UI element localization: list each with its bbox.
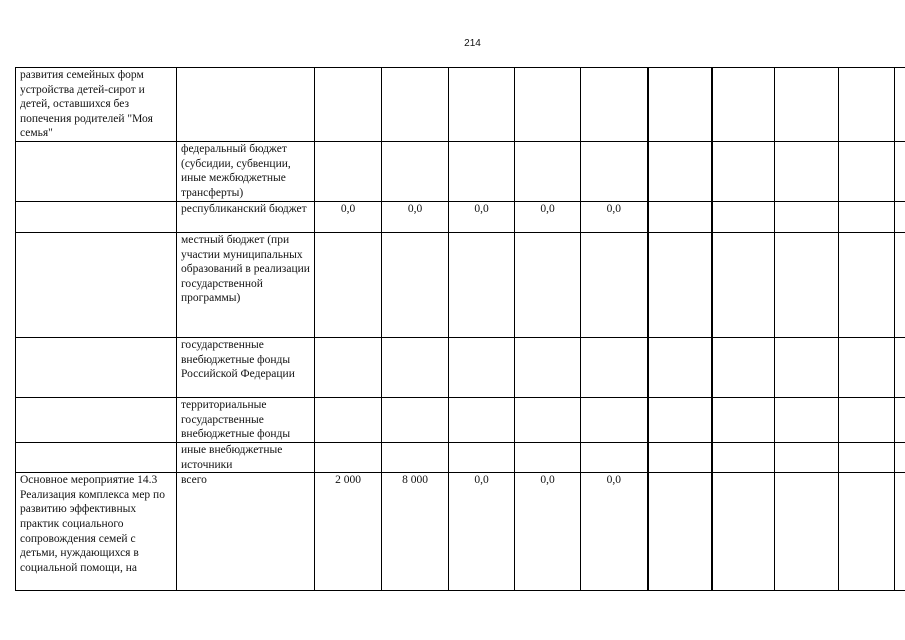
- value-cell: [581, 338, 648, 398]
- value-cell: [775, 473, 839, 591]
- value-cell: [581, 68, 648, 142]
- value-cell: [382, 68, 449, 142]
- value-cell: [839, 398, 895, 443]
- row-name-cell: развития семейных форм устройства детей-сирот и детей, оставшихся без попечения родителей "Моя семья": [16, 68, 177, 142]
- table-row: [16, 202, 905, 233]
- value-cell: [449, 398, 515, 443]
- value-cell: [839, 233, 895, 338]
- value-cell: [449, 142, 515, 202]
- value-cell: [895, 398, 905, 443]
- table-row: [16, 398, 905, 443]
- value-cell: [775, 142, 839, 202]
- funding-source-cell: федеральный бюджет (субсидии, субвенции, иные межбюджетные трансферты): [177, 142, 315, 202]
- value-cell: [839, 443, 895, 473]
- value-cell: [648, 473, 712, 591]
- value-cell: 0,0: [515, 202, 581, 233]
- value-cell: [515, 68, 581, 142]
- value-cell: [839, 142, 895, 202]
- value-cell: [449, 68, 515, 142]
- value-cell: 0,0: [515, 473, 581, 591]
- value-cell: [839, 202, 895, 233]
- value-cell: [315, 443, 382, 473]
- value-cell: 0,0: [581, 202, 648, 233]
- value-cell: [712, 443, 775, 473]
- value-cell: [648, 443, 712, 473]
- funding-source-cell: всего: [177, 473, 315, 591]
- value-cell: [712, 68, 775, 142]
- value-cell: 0,0: [315, 202, 382, 233]
- value-cell: [382, 338, 449, 398]
- value-cell: 0,0: [449, 473, 515, 591]
- funding-source-cell: местный бюджет (при участии муниципальных образований в реализации государственной программы): [177, 233, 315, 338]
- value-cell: [712, 398, 775, 443]
- value-cell: [775, 443, 839, 473]
- value-cell: [895, 142, 905, 202]
- value-cell: 0,0: [382, 202, 449, 233]
- table-row: [16, 142, 905, 202]
- row-name-cell: Основное мероприятие 14.3 Реализация комплекса мер по развитию эффективных практик социального сопровождения семей с детьми, нуждающихся в социальной помощи, на: [16, 473, 177, 591]
- value-cell: [449, 233, 515, 338]
- value-cell: [581, 142, 648, 202]
- value-cell: [895, 443, 905, 473]
- value-cell: [315, 338, 382, 398]
- value-cell: [581, 233, 648, 338]
- value-cell: [581, 398, 648, 443]
- value-cell: [315, 398, 382, 443]
- table-row: [16, 443, 905, 473]
- value-cell: [712, 202, 775, 233]
- table-row: [16, 233, 905, 338]
- page-number: 214: [464, 38, 481, 49]
- row-name-cell: [16, 233, 177, 338]
- row-name-cell: [16, 398, 177, 443]
- value-cell: 0,0: [581, 473, 648, 591]
- value-cell: [895, 68, 905, 142]
- value-cell: [648, 202, 712, 233]
- value-cell: [515, 233, 581, 338]
- table-row: [16, 68, 905, 142]
- value-cell: [712, 338, 775, 398]
- value-cell: [315, 68, 382, 142]
- funding-source-cell: иные внебюджетные источники: [177, 443, 315, 473]
- value-cell: [895, 202, 905, 233]
- value-cell: [775, 233, 839, 338]
- value-cell: [648, 338, 712, 398]
- value-cell: 2 000: [315, 473, 382, 591]
- value-cell: [839, 68, 895, 142]
- value-cell: [775, 202, 839, 233]
- funding-source-cell: государственные внебюджетные фонды Российской Федерации: [177, 338, 315, 398]
- value-cell: [648, 398, 712, 443]
- value-cell: [315, 142, 382, 202]
- value-cell: [382, 443, 449, 473]
- row-name-cell: [16, 443, 177, 473]
- funding-source-cell: республиканский бюджет: [177, 202, 315, 233]
- row-name-cell: [16, 202, 177, 233]
- value-cell: [648, 233, 712, 338]
- funding-source-cell: [177, 68, 315, 142]
- value-cell: [775, 398, 839, 443]
- value-cell: [648, 68, 712, 142]
- table-row: [16, 473, 905, 591]
- value-cell: [895, 338, 905, 398]
- value-cell: [449, 443, 515, 473]
- value-cell: [712, 233, 775, 338]
- value-cell: [839, 473, 895, 591]
- value-cell: [895, 233, 905, 338]
- value-cell: [712, 142, 775, 202]
- row-name-cell: [16, 142, 177, 202]
- table-row: [16, 338, 905, 398]
- budget-table: [15, 67, 905, 591]
- value-cell: [515, 338, 581, 398]
- value-cell: 0,0: [449, 202, 515, 233]
- value-cell: [515, 398, 581, 443]
- value-cell: [515, 443, 581, 473]
- value-cell: [382, 398, 449, 443]
- row-name-cell: [16, 338, 177, 398]
- value-cell: [775, 338, 839, 398]
- value-cell: [449, 338, 515, 398]
- value-cell: [382, 233, 449, 338]
- value-cell: 8 000: [382, 473, 449, 591]
- value-cell: [775, 68, 839, 142]
- value-cell: [648, 142, 712, 202]
- value-cell: [315, 233, 382, 338]
- value-cell: [712, 473, 775, 591]
- value-cell: [515, 142, 581, 202]
- value-cell: [895, 473, 905, 591]
- value-cell: [382, 142, 449, 202]
- funding-source-cell: территориальные государственные внебюджетные фонды: [177, 398, 315, 443]
- value-cell: [839, 338, 895, 398]
- value-cell: [581, 443, 648, 473]
